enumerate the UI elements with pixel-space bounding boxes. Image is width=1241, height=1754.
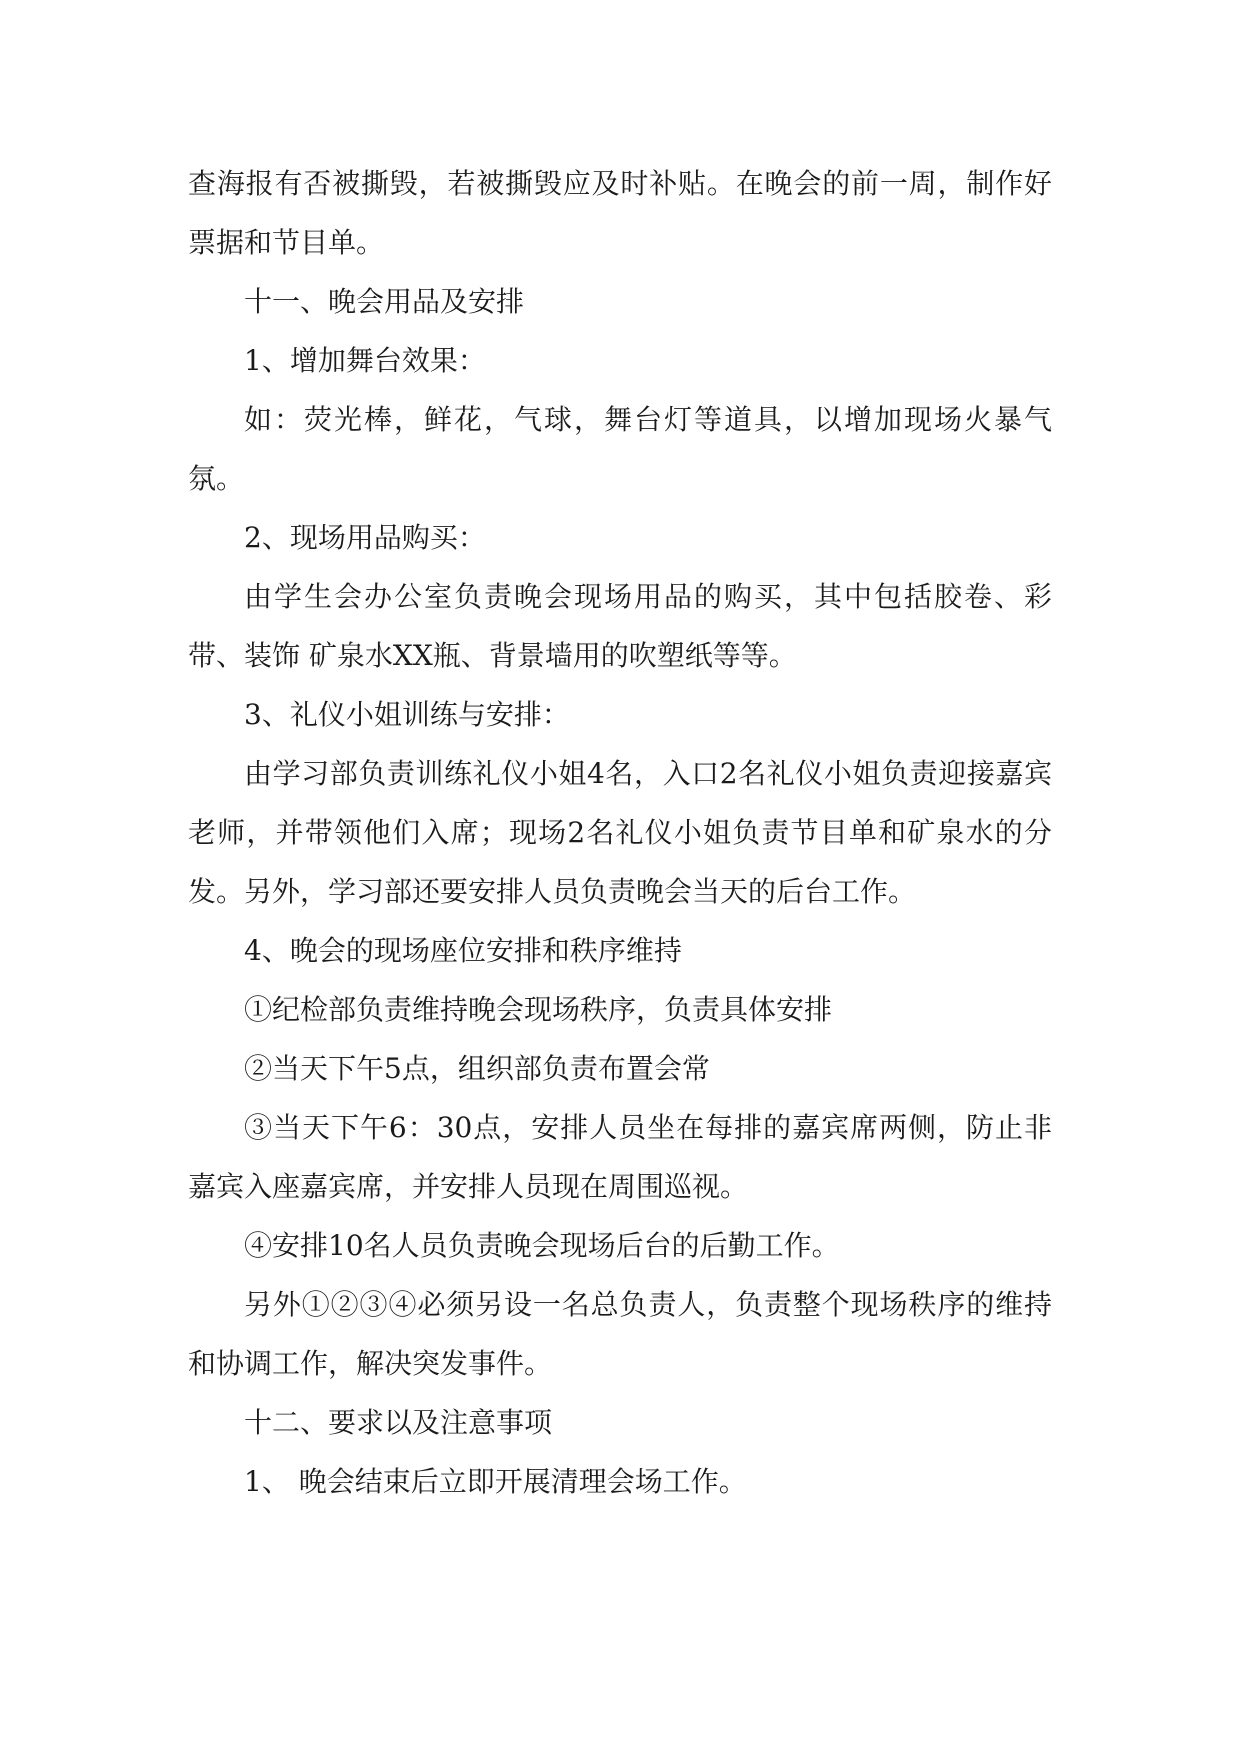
item-heading-2: 2、现场用品购买： (244, 521, 486, 554)
list-item-4: ④安排10名人员负责晚会现场后台的后勤工作。 (244, 1229, 840, 1262)
item-heading-4: 4、晚会的现场座位安排和秩序维持 (244, 934, 682, 967)
item-heading-3: 3、礼仪小姐训练与安排： (244, 698, 570, 731)
paragraph-supervisor: 另外①②③④必须另设一名总负责人，负责整个现场秩序的维持和协调工作，解决突发事件。 (188, 1288, 1052, 1380)
section-heading-11: 十一、晚会用品及安排 (244, 285, 525, 318)
list-item-3: ③当天下午6：30点，安排人员坐在每排的嘉宾席两侧，防止非嘉宾入座嘉宾席，并安排人员现在周围巡视。 (188, 1111, 1052, 1203)
list-item-1: ①纪检部负责维持晚会现场秩序，负责具体安排 (244, 993, 833, 1026)
document-body (188, 154, 1052, 1511)
item-heading-1: 1、增加舞台效果： (244, 344, 486, 377)
paragraph-stage-effects: 如：荧光棒，鲜花，气球，舞台灯等道具，以增加现场火暴气氛。 (188, 403, 1052, 495)
paragraph-purchasing: 由学生会办公室负责晚会现场用品的购买，其中包括胶卷、彩带、装饰 矿泉水XX瓶、背景墙用的吹塑纸等等。 (188, 580, 1052, 672)
section-heading-12: 十二、要求以及注意事项 (244, 1406, 553, 1439)
item-heading-cleanup: 1、 晚会结束后立即开展清理会场工作。 (244, 1465, 747, 1498)
list-item-2: ②当天下午5点，组织部负责布置会常 (244, 1052, 710, 1085)
paragraph-etiquette: 由学习部负责训练礼仪小姐4名，入口2名礼仪小姐负责迎接嘉宾老师，并带领他们入席；现场2名礼仪小姐负责节目单和矿泉水的分发。另外，学习部还要安排人员负责晚会当天的后台工作。 (188, 757, 1052, 908)
paragraph-continuation: 查海报有否被撕毁，若被撕毁应及时补贴。在晚会的前一周，制作好票据和节目单。 (188, 167, 1052, 259)
